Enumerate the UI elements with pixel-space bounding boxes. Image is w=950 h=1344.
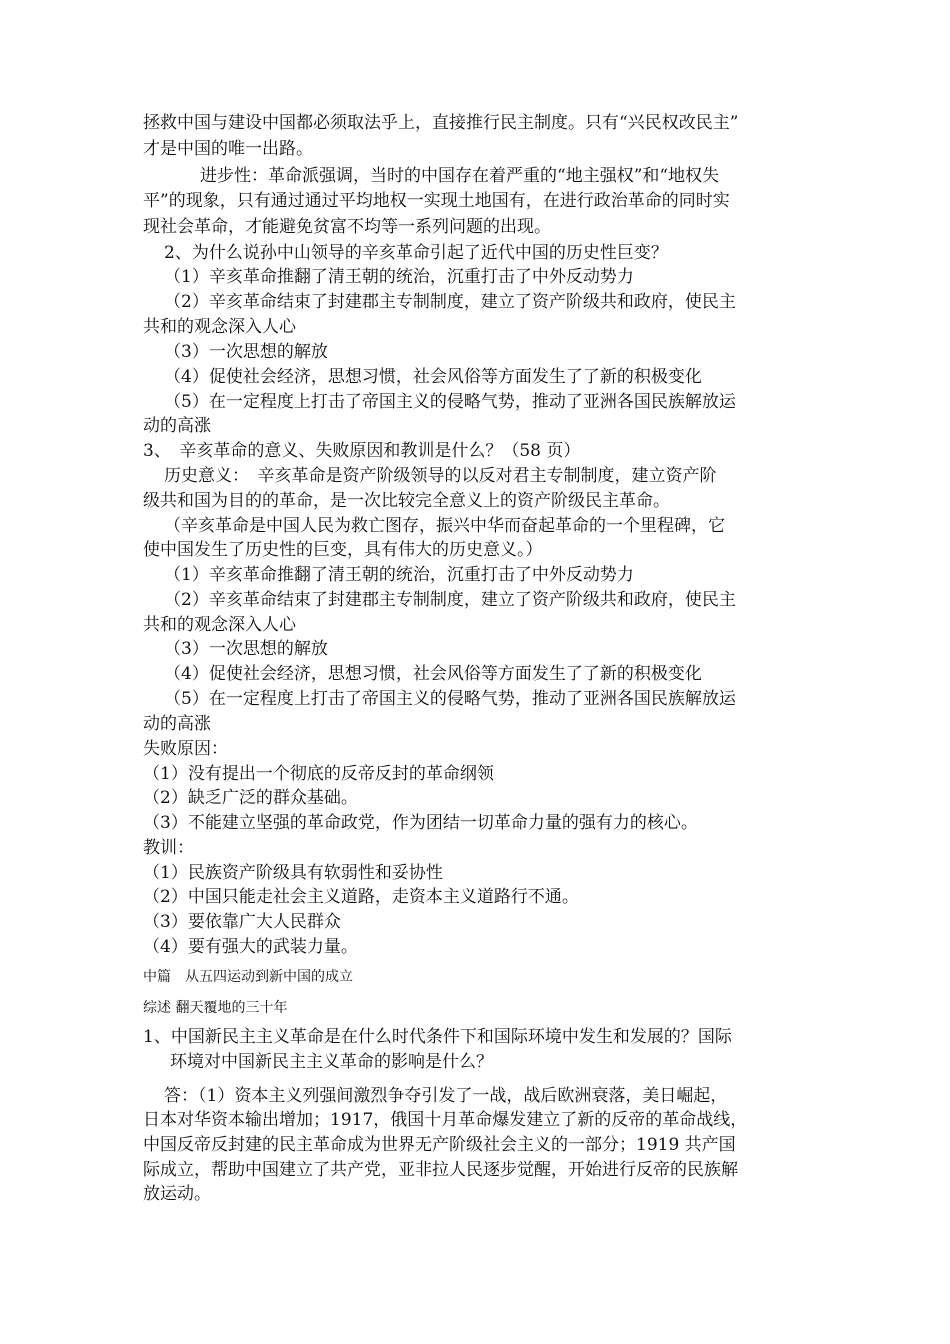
text-line: （辛亥革命是中国人民为救亡图存，振兴中华而奋起革命的一个里程碑，它 xyxy=(164,516,725,536)
answer-line: 日本对华资本输出增加；1917，俄国十月革命爆发建立了新的反帝的革命战线， xyxy=(143,1110,748,1130)
list-item: （1）没有提出一个彻底的反帝反封的革命纲领 xyxy=(143,764,494,784)
text-line: 历史意义： 辛亥革命是资产阶级领导的以反对君主专制制度，建立资产阶 xyxy=(164,466,717,486)
list-item: （1）辛亥革命推翻了清王朝的统治，沉重打击了中外反动势力 xyxy=(164,267,634,287)
list-item: （4）要有强大的武装力量。 xyxy=(143,937,358,957)
answer-line: 答：（1）资本主义列强间激烈争夺引发了一战，战后欧洲衰落，美日崛起， xyxy=(164,1086,728,1106)
answer-line: 际成立，帮助中国建立了共产党，亚非拉人民逐步觉醒，开始进行反帝的民族解 xyxy=(143,1160,738,1180)
answer-line: 中国反帝反封建的民主革命成为世界无产阶级社会主义的一部分；1919 共产国 xyxy=(143,1135,736,1155)
list-item: （1）民族资产阶级具有软弱性和妥协性 xyxy=(143,863,443,883)
question-heading: 2、为什么说孙中山领导的辛亥革命引起了近代中国的历史性巨变？ xyxy=(164,243,668,263)
list-item: （1）辛亥革命推翻了清王朝的统治，沉重打击了中外反动势力 xyxy=(164,565,634,585)
list-item-continuation: 动的高涨 xyxy=(143,416,211,436)
list-item: （2）中国只能走社会主义道路，走资本主义道路行不通。 xyxy=(143,887,579,907)
list-item-continuation: 动的高涨 xyxy=(143,714,211,734)
part-heading: 中篇 从五四运动到新中国的成立 xyxy=(143,969,353,985)
section-label: 教训： xyxy=(143,838,194,858)
question-heading: 3、 辛亥革命的意义、失败原因和教训是什么？（58 页） xyxy=(143,441,581,461)
list-item: （3）一次思想的解放 xyxy=(164,342,328,362)
question-heading: 1、中国新民主主义革命是在什么时代条件下和国际环境中发生和发展的？国际 xyxy=(143,1027,732,1047)
list-item: （2）缺乏广泛的群众基础。 xyxy=(143,788,358,808)
list-item: （4）促使社会经济，思想习惯，社会风俗等方面发生了了新的积极变化 xyxy=(164,367,702,387)
section-label: 失败原因： xyxy=(143,739,228,759)
text-line: 现社会革命，才能避免贫富不均等一系列问题的出现。 xyxy=(143,217,551,237)
list-item: （2）辛亥革命结束了封建郡主专制制度，建立了资产阶级共和政府，使民主 xyxy=(164,590,736,610)
text-line: 进步性：革命派强调，当时的中国存在着严重的“地主强权”和“地权失 xyxy=(200,166,720,186)
chapter-heading: 综述 翻天覆地的三十年 xyxy=(143,1000,288,1016)
list-item: （3）要依靠广大人民群众 xyxy=(143,912,341,932)
list-item: （3）不能建立坚强的革命政党，作为团结一切革命力量的强有力的核心。 xyxy=(143,813,698,833)
question-heading-continuation: 环境对中国新民主主义革命的影响是什么？ xyxy=(170,1052,493,1072)
list-item: （4）促使社会经济，思想习惯，社会风俗等方面发生了了新的积极变化 xyxy=(164,664,702,684)
text-line: 使中国发生了历史性的巨变，具有伟大的历史意义。） xyxy=(143,540,543,560)
answer-line: 放运动。 xyxy=(143,1184,211,1204)
text-line: 才是中国的唯一出路。 xyxy=(143,139,313,159)
list-item: （2）辛亥革命结束了封建郡主专制制度，建立了资产阶级共和政府，使民主 xyxy=(164,292,736,312)
list-item-continuation: 共和的观念深入人心 xyxy=(143,615,296,635)
list-item: （5）在一定程度上打击了帝国主义的侵略气势，推动了亚洲各国民族解放运 xyxy=(164,392,736,412)
list-item-continuation: 共和的观念深入人心 xyxy=(143,317,296,337)
text-line: 平”的现象，只有通过通过平均地权一实现土地国有，在进行政治革命的同时实 xyxy=(143,191,730,211)
text-line: 级共和国为目的的革命，是一次比较完全意义上的资产阶级民主革命。 xyxy=(143,491,670,511)
list-item: （3）一次思想的解放 xyxy=(164,639,328,659)
text-line: 拯救中国与建设中国都必须取法乎上，直接推行民主制度。只有“兴民权改民主” xyxy=(143,113,739,133)
list-item: （5）在一定程度上打击了帝国主义的侵略气势，推动了亚洲各国民族解放运 xyxy=(164,689,736,709)
